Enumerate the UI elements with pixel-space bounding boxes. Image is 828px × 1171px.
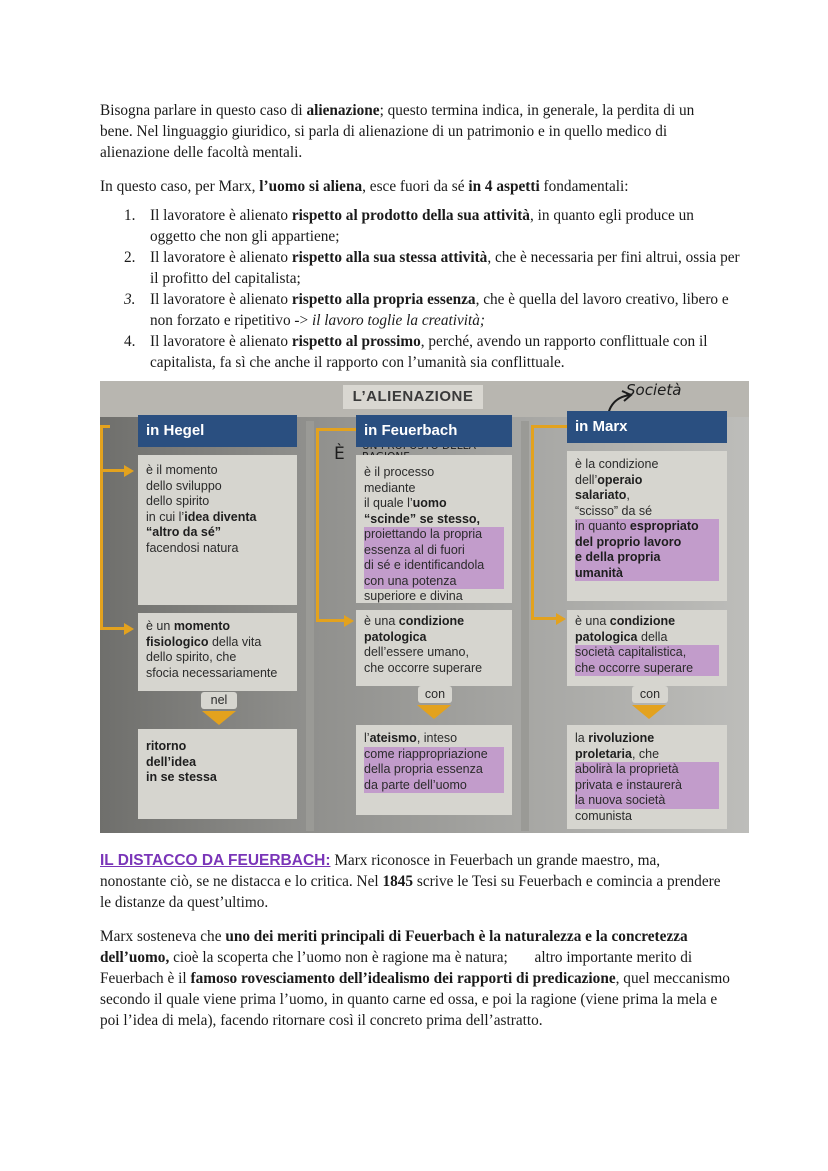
bold-text: “altro da sé” [146,525,222,539]
aspects-list [100,205,740,373]
highlighted-text: come riappropriazione [364,747,504,763]
highlighted-text: proiettando la propria [364,527,504,543]
text: dell’essere umano, [364,645,469,659]
list-number: 3. [124,291,136,308]
text: cioè la scoperta che l’uomo non è ragione ma è natura; altro importante merito di Feuerbach è il [100,949,696,987]
text: Il lavoratore è alienato [150,207,292,224]
text: mediante [364,480,416,495]
bold-text: patologica [575,629,638,644]
bold-text: 1845 [382,873,414,890]
bold-text: famoso rovesciamento dell’idealismo dei rapporti di predicazione [190,970,616,987]
bold-text: rivoluzione [588,731,655,745]
text: , inteso [416,731,458,745]
text: in cui l’ [146,509,185,524]
text: è il processo [364,465,435,479]
list-item [100,289,740,331]
connector-label-con: con [632,686,668,703]
arrow-right-icon [344,615,354,627]
feuerbach-box-1 [356,455,512,603]
list-item [100,331,740,373]
bold-text: espropriato [629,519,699,533]
bold-text: dell’idea [146,754,197,769]
text: fondamentali: [539,178,629,195]
highlighted-text: con una potenza [364,574,504,590]
text: della vita [208,634,262,649]
text: Il lavoratore è alienato [150,249,292,266]
text: è un [146,619,174,633]
bold-text: idea diventa [184,509,257,524]
bold-text: fisiologico [146,634,209,649]
text: comunista [575,808,632,823]
bold-text: condizione [609,614,676,628]
text: facendosi natura [146,540,239,555]
highlighted-text: da parte dell’uomo [364,778,504,794]
text: , [626,488,630,502]
connector-line [100,627,126,630]
feuerbach-box-3 [356,725,512,815]
text: in quanto [575,519,630,533]
text: della [637,629,668,644]
arrow-down-icon [632,705,666,719]
bold-text: umanità [575,566,719,582]
arrow-right-icon [124,465,134,477]
text: è una [575,614,610,628]
text: superiore e divina [364,589,463,603]
highlighted-text: società capitalistica, [575,645,719,661]
column-divider [306,421,314,831]
column-divider [521,421,529,831]
bold-text: operaio [597,472,643,487]
alienazione-figure [100,381,749,833]
text: ; questo termina indica, in generale, la perdita di un bene. Nel linguaggio giuridico, si parla di alienazione di un patrimonio e in quello medico di alienazione delle facoltà mentali. [100,102,695,161]
paragraph-distacco [100,850,730,913]
text: , esce fuori da sé [362,178,469,195]
paragraph-meriti [100,926,730,1031]
bold-text: ritorno [146,739,187,753]
marx-box-3 [567,725,727,829]
text: l’ [364,731,370,745]
bold-text: in se stessa [146,770,217,784]
bold-text: condizione [398,614,465,628]
bold-text: in 4 aspetti [468,178,540,195]
marx-box-1 [567,451,727,601]
text: è il momento [146,463,218,477]
connector-line [316,428,319,622]
highlighted-text: di sé e identificandola [364,558,504,574]
column-header-hegel: in Hegel [138,415,297,447]
bold-text: del proprio lavoro [575,535,719,551]
column-header-feuerbach: in Feuerbach [356,415,512,447]
text: il quale l’ [364,496,413,510]
text: Il lavoratore è alienato [150,291,292,308]
text: “scisso” da sé [575,503,653,518]
bold-text: l’uomo si aliena [259,178,363,195]
list-number: 1. [124,207,136,224]
highlighted-text: essenza al di fuori [364,543,504,559]
connector-line [531,617,557,620]
text: Il lavoratore è alienato [150,333,292,350]
text: Bisogna parlare in questo caso di [100,102,307,119]
text: Marx riconosce in Feuerbach un grande maestro, ma, nonostante ciò, se ne distacca e lo critica. Nel [100,852,661,890]
bold-text: momento [173,619,231,633]
text: , che [631,746,660,761]
bold-text: patologica [364,629,427,644]
highlighted-text: privata e instaurerà [575,778,719,794]
marx-box-2 [567,610,727,686]
text: scrive le Tesi su Feuerbach e comincia a prendere le distanze da quest’ultimo. [100,873,721,911]
text: è la condizione [575,457,659,471]
bold-text: uno dei meriti principali di Feuerbach è la naturalezza e la concretezza dell’uomo, [100,928,688,966]
text: dello spirito, che [146,650,237,664]
text: , perché, avendo un rapporto conflittuale con il capitalista, fa sì che anche il rapporto con l’umanità sia conflittuale. [150,333,708,371]
bold-text: uomo [412,496,447,510]
connector-label-con: con [418,686,452,703]
hegel-box-1 [138,455,297,605]
connector-line [100,425,103,630]
list-number: 4. [124,333,136,350]
paragraph-marx-aspetti [100,176,730,197]
list-item [100,205,740,247]
column-header-marx: in Marx [567,411,727,443]
feuerbach-box-2 [356,610,512,686]
arrow-down-icon [417,705,451,719]
highlighted-text: abolirà la proprietà [575,762,719,778]
bold-text: rispetto alla sua stessa attività [291,249,488,266]
bold-text: rispetto alla propria essenza [291,291,476,308]
handwritten-note-societa: Società [626,381,682,399]
bold-text: salariato [575,488,627,502]
bold-text: ateismo [369,731,417,745]
connector-line [316,428,356,431]
connector-line [531,425,567,428]
text: , in quanto egli produce un oggetto che non gli appartiene; [150,207,694,245]
text: , che è quella del lavoro creativo, libero e non forzato e ripetitivo -> [150,291,729,329]
arrow-down-icon [202,711,236,725]
text: la [575,731,589,745]
text: dello sviluppo [146,478,222,493]
bold-text: alienazione [306,102,380,119]
text: dello spirito [146,494,210,508]
list-number: 2. [124,249,136,266]
text: sfocia necessariamente [146,665,278,680]
italic-text: il lavoro toglie la creatività; [311,312,486,329]
text: In questo caso, per Marx, [100,178,260,195]
text: che occorre superare [364,660,483,675]
bold-text: “scinde” se stesso, [364,511,481,526]
bold-text: proletaria [575,746,632,761]
handwritten-e: È [334,444,345,464]
hegel-box-2 [138,613,297,691]
bold-text: e della propria [575,550,719,566]
connector-line [100,469,126,472]
paragraph-alienazione [100,100,730,163]
list-item [100,247,740,289]
text: dell’ [575,472,598,487]
connector-line [531,425,534,620]
text: è una [364,614,399,628]
text: Marx sosteneva che [100,928,226,945]
highlighted-text: della propria essenza [364,762,504,778]
connector-line [316,619,346,622]
connector-label-nel: nel [201,692,237,709]
hegel-box-3 [138,729,297,819]
figure-title: L’ALIENAZIONE [343,385,483,409]
bold-text: rispetto al prossimo [291,333,421,350]
arrow-right-icon [556,613,566,625]
bold-text: rispetto al prodotto della sua attività [291,207,530,224]
text: , che è necessaria per fini altrui, ossia per il profitto del capitalista; [150,249,740,287]
arrow-right-icon [124,623,134,635]
section-heading: IL DISTACCO DA FEUERBACH: [100,852,331,869]
highlighted-text: che occorre superare [575,661,719,677]
text: , quel meccanismo secondo il quale viene prima l’uomo, in quanto carne ed ossa, e poi la ragione (viene prima la mela e poi l’idea di mela), facendo ritornare così il concreto prima dell’astratto. [100,970,730,1029]
highlighted-text: la nuova società [575,793,719,809]
